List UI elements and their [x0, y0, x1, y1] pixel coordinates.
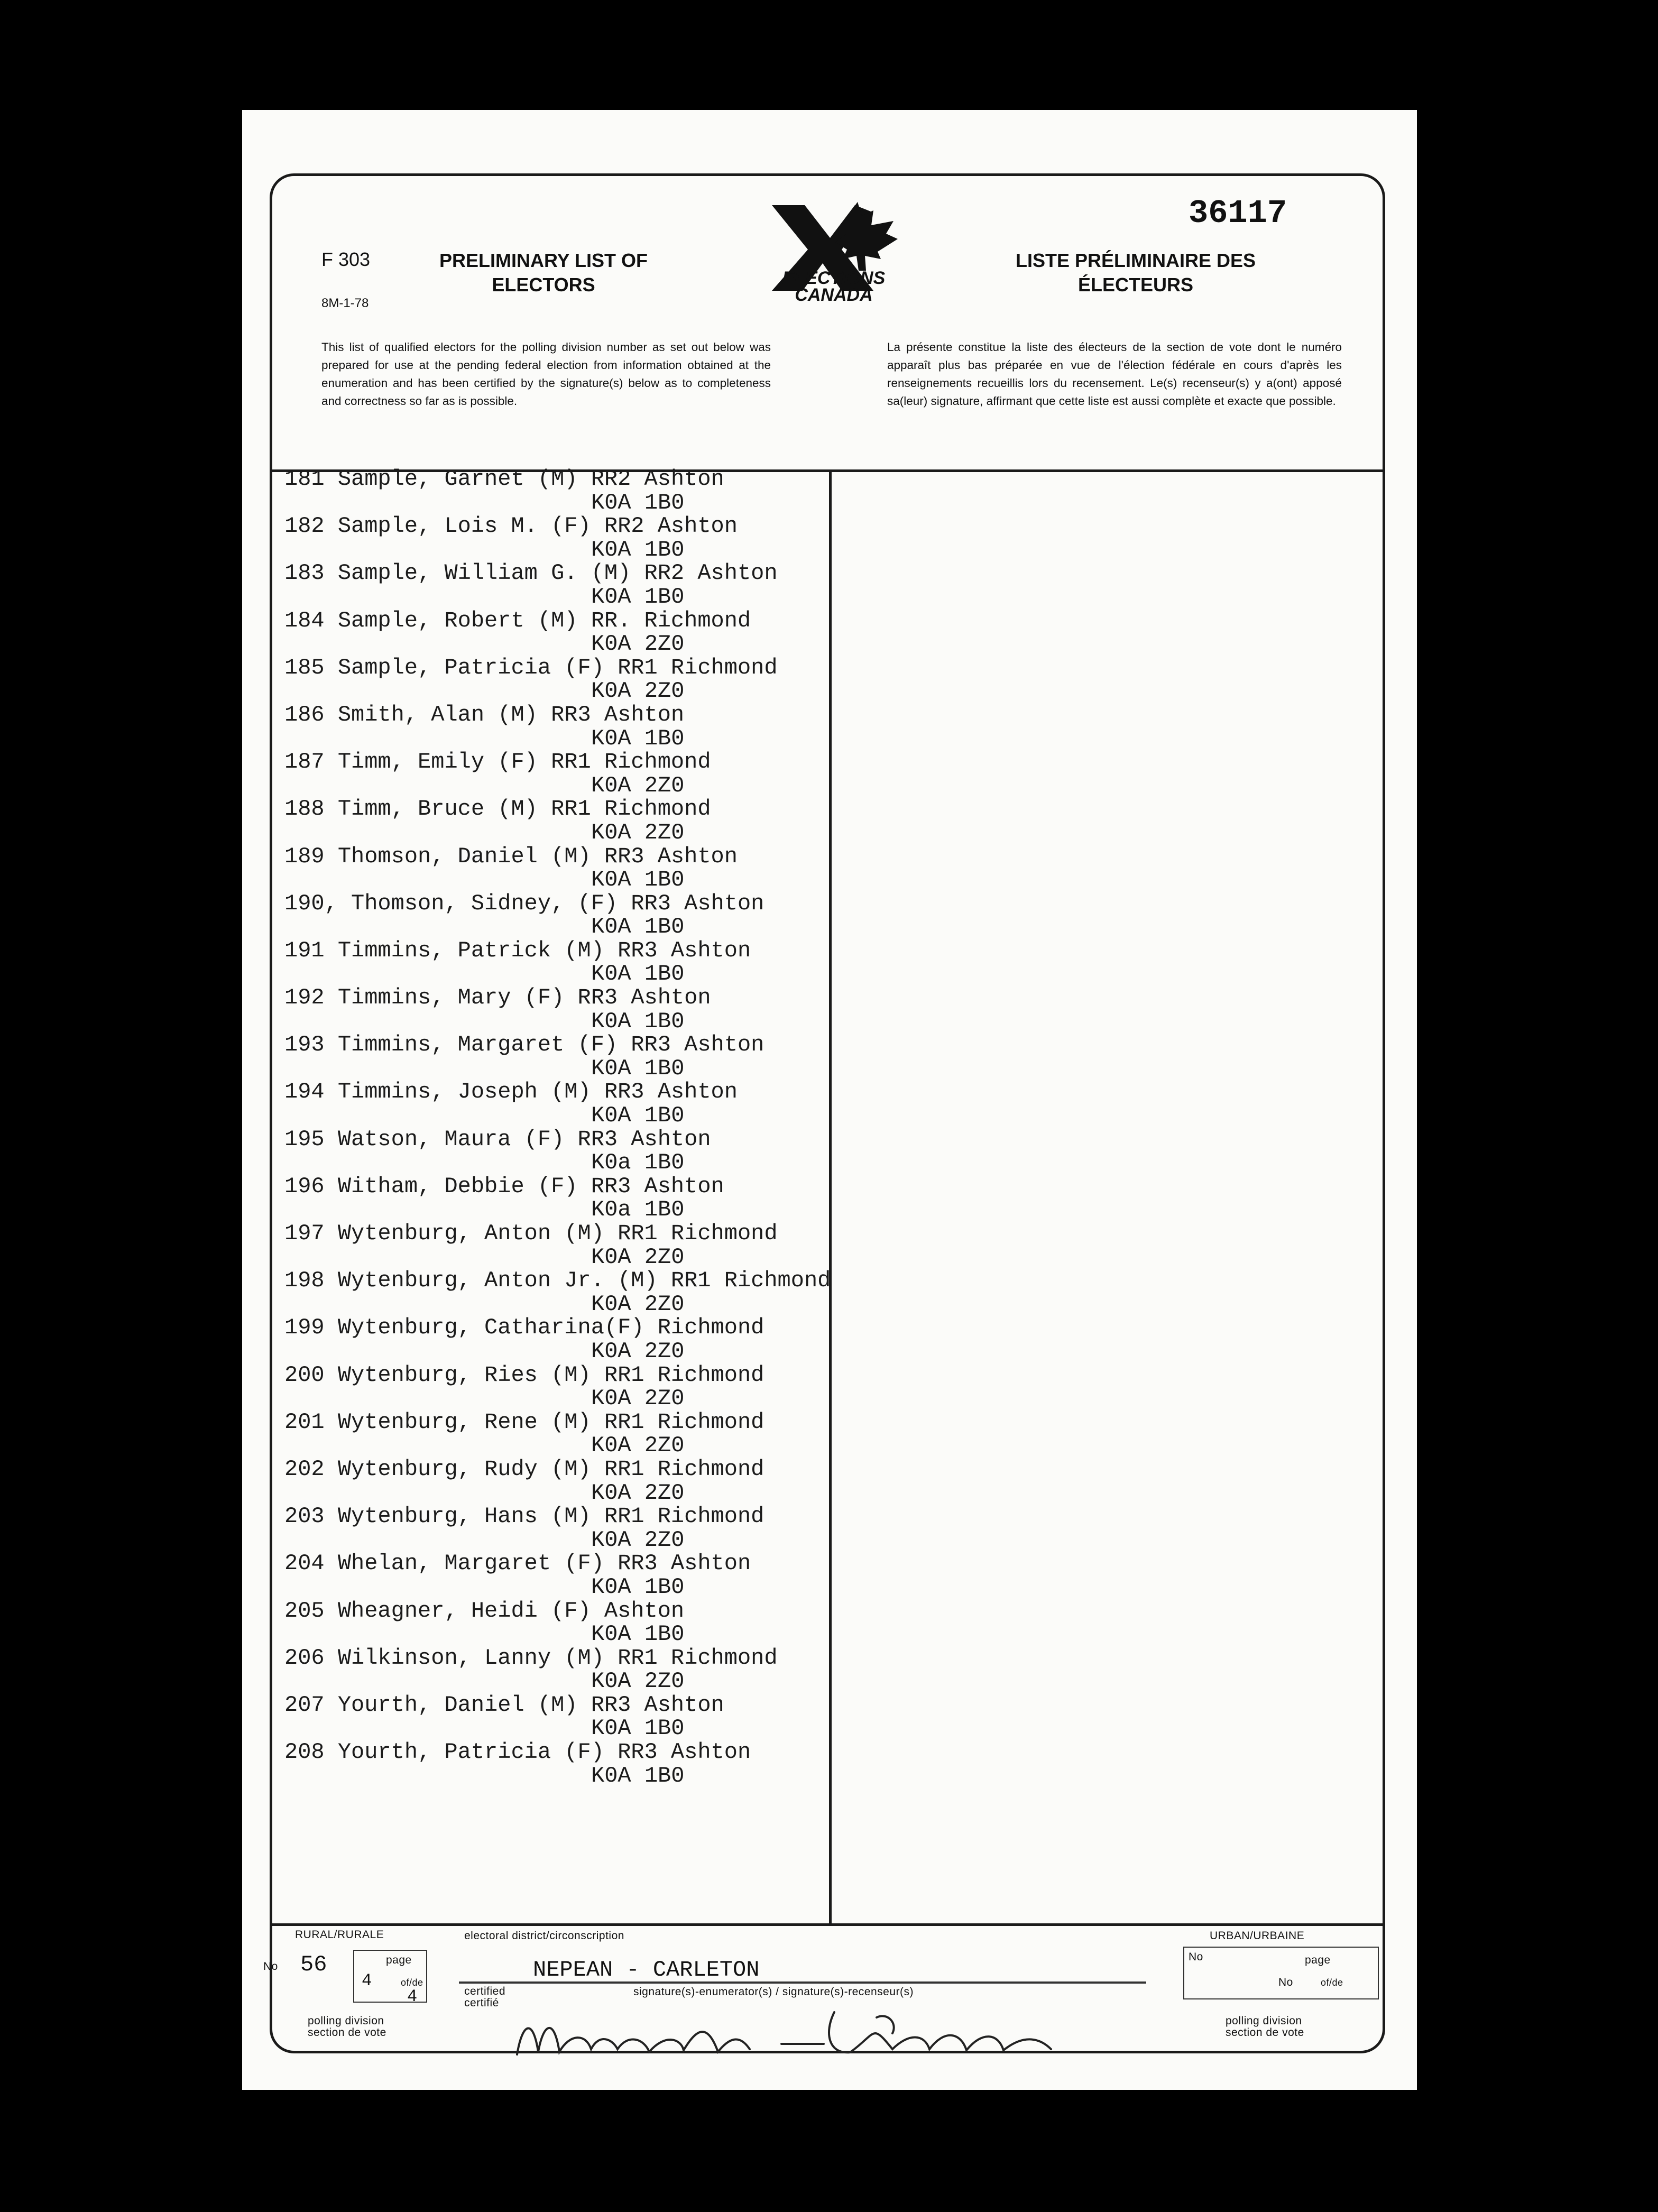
form-date: 8M-1-78 [321, 296, 369, 310]
elector-line: 188 Timm, Bruce (M) RR1 Richmond [284, 796, 711, 822]
elector-postal-code: K0A 1B0 [591, 1103, 685, 1129]
elector-entry [284, 1175, 866, 1222]
elector-line: 201 Wytenburg, Rene (M) RR1 Richmond [284, 1409, 764, 1435]
urban-page-label: page [1305, 1954, 1331, 1966]
page-total: 4 [407, 1987, 418, 2006]
elector-line: 205 Wheagner, Heidi (F) Ashton [284, 1598, 685, 1624]
elector-line: 186 Smith, Alan (M) RR3 Ashton [284, 702, 685, 727]
elector-entry [284, 939, 866, 986]
elector-entry [284, 609, 866, 656]
serial-number: 36117 [1189, 195, 1287, 232]
elector-entry [284, 1505, 866, 1552]
polling-division-number: 56 [300, 1952, 327, 1977]
elector-postal-code: K0A 2Z0 [591, 1527, 685, 1553]
elector-postal-code: K0A 2Z0 [591, 1291, 685, 1317]
elector-entry [284, 1316, 866, 1363]
elector-entry [284, 656, 866, 703]
enumerator-signature [506, 2002, 1088, 2065]
district-underline [459, 1981, 1146, 1984]
elector-postal-code: K0A 2Z0 [591, 819, 685, 845]
urban-label: URBAN/URBAINE [1210, 1930, 1305, 1942]
elector-line: 183 Sample, William G. (M) RR2 Ashton [284, 560, 778, 586]
elector-line: 203 Wytenburg, Hans (M) RR1 Richmond [284, 1504, 764, 1529]
elector-line: 204 Whelan, Margaret (F) RR3 Ashton [284, 1551, 751, 1577]
signature-label: signature(s)-enumerator(s) / signature(s)-recenseur(s) [633, 1986, 914, 1998]
elector-entry [284, 1740, 866, 1787]
elector-entry [284, 1033, 866, 1080]
elector-line: 208 Yourth, Patricia (F) RR3 Ashton [284, 1739, 751, 1765]
elector-entry [284, 1411, 866, 1458]
electors-list [284, 467, 866, 1787]
title-french: LISTE PRÉLIMINAIRE DES ÉLECTEURS [1015, 250, 1256, 296]
elector-entry [284, 1363, 866, 1411]
elector-line: 198 Wytenburg, Anton Jr. (M) RR1 Richmond [284, 1268, 831, 1294]
elector-postal-code: K0A 2Z0 [591, 1338, 685, 1364]
elector-entry [284, 892, 866, 939]
elector-line: 192 Timmins, Mary (F) RR3 Ashton [284, 985, 711, 1011]
urban-polling-label: polling division section de vote [1226, 2015, 1304, 2039]
elector-postal-code: K0A 1B0 [591, 867, 685, 893]
elector-line: 197 Wytenburg, Anton (M) RR1 Richmond [284, 1221, 778, 1246]
elector-entry [284, 514, 866, 561]
elector-entry [284, 797, 866, 844]
of-label: of/de [401, 1977, 423, 1988]
elector-postal-code: K0a 1B0 [591, 1197, 685, 1223]
elector-postal-code: K0a 1B0 [591, 1150, 685, 1176]
elector-postal-code: K0A 1B0 [591, 961, 685, 987]
elector-postal-code: K0A 2Z0 [591, 1433, 685, 1459]
title-english: PRELIMINARY LIST OF ELECTORS [439, 250, 648, 296]
elector-line: 206 Wilkinson, Lanny (M) RR1 Richmond [284, 1645, 778, 1671]
polling-division-label: polling division section de vote [308, 2015, 386, 2039]
elector-entry [284, 1646, 866, 1693]
elector-entry [284, 750, 866, 797]
elector-entry [284, 1552, 866, 1599]
certified-label: certified certifié [464, 1985, 506, 2009]
elector-postal-code: K0A 2Z0 [591, 678, 685, 704]
elector-postal-code: K0A 2Z0 [591, 1386, 685, 1412]
elector-postal-code: K0A 1B0 [591, 584, 685, 610]
elector-entry [284, 1080, 866, 1127]
rural-no-label: No [263, 1960, 278, 1973]
elector-entry [284, 1128, 866, 1175]
elector-postal-code: K0A 1B0 [591, 1574, 685, 1600]
elector-postal-code: K0A 2Z0 [591, 1480, 685, 1506]
elector-postal-code: K0A 2Z0 [591, 1244, 685, 1270]
page-number: 4 [362, 1971, 372, 1990]
elector-line: 185 Sample, Patricia (F) RR1 Richmond [284, 655, 778, 680]
elector-line: 196 Witham, Debbie (F) RR3 Ashton [284, 1173, 724, 1199]
elector-line: 202 Wytenburg, Rudy (M) RR1 Richmond [284, 1456, 764, 1482]
urban-of-label: of/de [1321, 1977, 1343, 1988]
elector-entry [284, 1693, 866, 1740]
elector-postal-code: K0A 2Z0 [591, 1669, 685, 1694]
elector-entry [284, 986, 866, 1033]
elector-entry [284, 703, 866, 750]
urban-sub-no-label: No [1278, 1976, 1293, 1988]
elector-entry [284, 845, 866, 892]
elector-line: 181 Sample, Garnet (M) RR2 Ashton [284, 466, 724, 492]
intro-english: This list of qualified electors for the polling division number as set out below was prepared for use at the pending federal election from information obtained at the enumeration and has been certified by the signature(s) below as to completeness and correctness so far as is possible. [321, 340, 771, 408]
elector-entry [284, 467, 866, 514]
elector-postal-code: K0A 1B0 [591, 537, 685, 563]
form-page [242, 110, 1417, 2090]
elector-line: 189 Thomson, Daniel (M) RR3 Ashton [284, 843, 738, 869]
elector-postal-code: K0A 1B0 [591, 490, 685, 515]
elector-entry [284, 1269, 866, 1316]
elector-postal-code: K0A 1B0 [591, 1621, 685, 1647]
elector-line: 200 Wytenburg, Ries (M) RR1 Richmond [284, 1362, 764, 1388]
elector-postal-code: K0A 2Z0 [591, 631, 685, 657]
elector-line: 193 Timmins, Margaret (F) RR3 Ashton [284, 1032, 764, 1058]
elector-entry [284, 561, 866, 609]
intro-french: La présente constitue la liste des électeurs de la section de vote dont le numéro apparaît plus bas préparée en vue de l'élection fédérale en cours d'après les renseignements recueillis lors du recensement. Le(s) recenseur(s) y a(ont) apposé sa(leur) signature, affirmant que cette liste est aussi complète et exacte que possible. [887, 340, 1342, 408]
elector-line: 194 Timmins, Joseph (M) RR3 Ashton [284, 1079, 738, 1105]
elector-postal-code: K0A 1B0 [591, 725, 685, 751]
elector-line: 207 Yourth, Daniel (M) RR3 Ashton [284, 1692, 724, 1718]
page-label: page [386, 1954, 412, 1966]
elector-line: 182 Sample, Lois M. (F) RR2 Ashton [284, 513, 738, 539]
elector-line: 190, Thomson, Sidney, (F) RR3 Ashton [284, 890, 764, 916]
elector-entry [284, 1458, 866, 1505]
elector-postal-code: K0A 1B0 [591, 1055, 685, 1081]
district-label: electoral district/circonscription [464, 1930, 624, 1942]
elector-line: 199 Wytenburg, Catharina(F) Richmond [284, 1315, 764, 1341]
elector-postal-code: K0A 1B0 [591, 1763, 685, 1789]
elector-postal-code: K0A 1B0 [591, 1716, 685, 1741]
elector-line: 195 Watson, Maura (F) RR3 Ashton [284, 1126, 711, 1152]
elector-postal-code: K0A 1B0 [591, 1008, 685, 1034]
elector-postal-code: K0A 1B0 [591, 914, 685, 940]
elector-line: 191 Timmins, Patrick (M) RR3 Ashton [284, 937, 751, 963]
elector-entry [284, 1599, 866, 1646]
district-value: NEPEAN - CARLETON [533, 1957, 760, 1983]
form-number: F 303 [321, 248, 371, 270]
urban-box [1183, 1947, 1379, 1999]
footer-divider [270, 1923, 1385, 1926]
urban-no-label: No [1189, 1951, 1203, 1963]
rural-label: RURAL/RURALE [295, 1929, 384, 1941]
elector-line: 184 Sample, Robert (M) RR. Richmond [284, 607, 751, 633]
logo-text: ELECTIONS CANADA [782, 268, 886, 305]
elector-postal-code: K0A 2Z0 [591, 772, 685, 798]
elector-line: 187 Timm, Emily (F) RR1 Richmond [284, 749, 711, 775]
elector-entry [284, 1222, 866, 1269]
